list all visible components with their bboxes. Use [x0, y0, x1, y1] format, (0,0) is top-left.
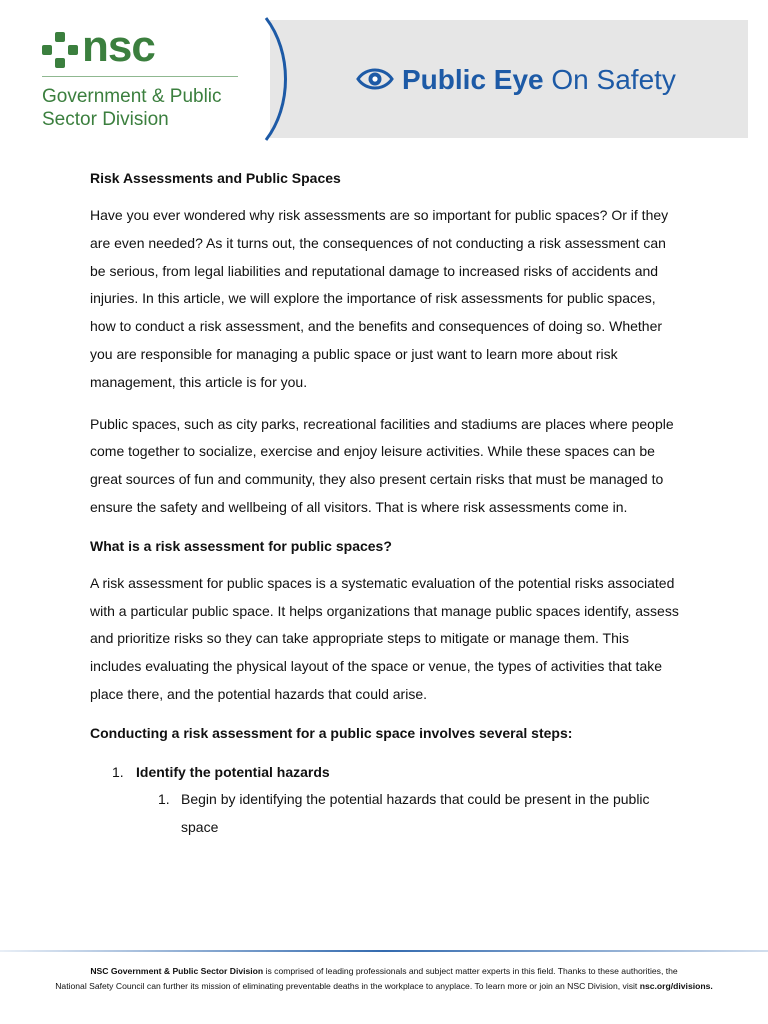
section-heading-steps: Conducting a risk assessment for a public space involves several steps:	[90, 724, 573, 741]
logo-wordmark: nsc	[82, 22, 155, 71]
steps-list	[90, 759, 680, 841]
paragraph-definition: A risk assessment for public spaces is a systematic evaluation of the potential risks associated with a particular public space. It helps organizations that manage public spaces identify, assess and prioritize risks so they can take appropriate steps to mitigate or manage them. This includes evaluating the physical layout of the space or venue, the types of activities that take place there, and the potential hazards that could arise.	[90, 574, 679, 702]
section-heading-what-is: What is a risk assessment for public spaces?	[90, 537, 392, 554]
substep-text: Begin by identifying the potential hazards that could be present in the public space	[181, 790, 650, 835]
publication-name-rest: On Safety	[543, 64, 676, 95]
footer-link[interactable]: nsc.org/divisions.	[639, 981, 713, 991]
plus-cross-icon	[42, 32, 78, 68]
header-arc-divider	[248, 16, 308, 142]
footer-text-line1: is comprised of leading professionals and subject matter experts in this field. Thanks to these authorities, the	[263, 966, 678, 976]
footer-org-name: NSC Government & Public Sector Division	[90, 966, 264, 976]
nsc-logo[interactable]	[42, 22, 252, 138]
step-title: Identify the potential hazards	[136, 763, 330, 780]
step-number: 1.	[112, 763, 124, 780]
page-footer	[20, 964, 748, 994]
footer-text-line2: National Safety Council can further its mission of eliminating preventable deaths in the workplace to anyplace. To learn more or join an NSC Division, visit	[55, 981, 640, 991]
article-body	[90, 168, 680, 841]
division-name-line1: Government & Public	[42, 86, 222, 107]
list-item	[90, 785, 680, 841]
article-title: Risk Assessments and Public Spaces	[90, 170, 341, 186]
substep-number: 1.	[158, 790, 170, 807]
publication-name-bold: Public Eye	[402, 64, 544, 95]
eye-icon	[356, 67, 394, 91]
list-item	[90, 759, 680, 785]
footer-divider	[0, 950, 768, 952]
paragraph-public-spaces: Public spaces, such as city parks, recreational facilities and stadiums are places where people come together to socialize, exercise and enjoy leisure activities. While these spaces can be great sources of fun and community, they also present certain risks that must be managed to ensure the safety and wellbeing of all visitors. That is where risk assessments come in.	[90, 415, 674, 515]
logo-divider	[42, 76, 238, 77]
division-name-line2: Sector Division	[42, 109, 169, 130]
paragraph-intro: Have you ever wondered why risk assessments are so important for public spaces? Or if they are even needed? As it turns out, the consequences of not conducting a risk assessment can be serious, from legal liabilities and reputational damage to increased risks of accidents and injuries. In this article, we will explore the importance of risk assessments for public spaces, how to conduct a risk assessment, and the benefits and consequences of doing so. Whether you are responsible for managing a public space or just want to learn more about risk management, this article is for you.	[90, 207, 669, 390]
page-header	[0, 0, 768, 140]
publication-name	[402, 62, 676, 98]
